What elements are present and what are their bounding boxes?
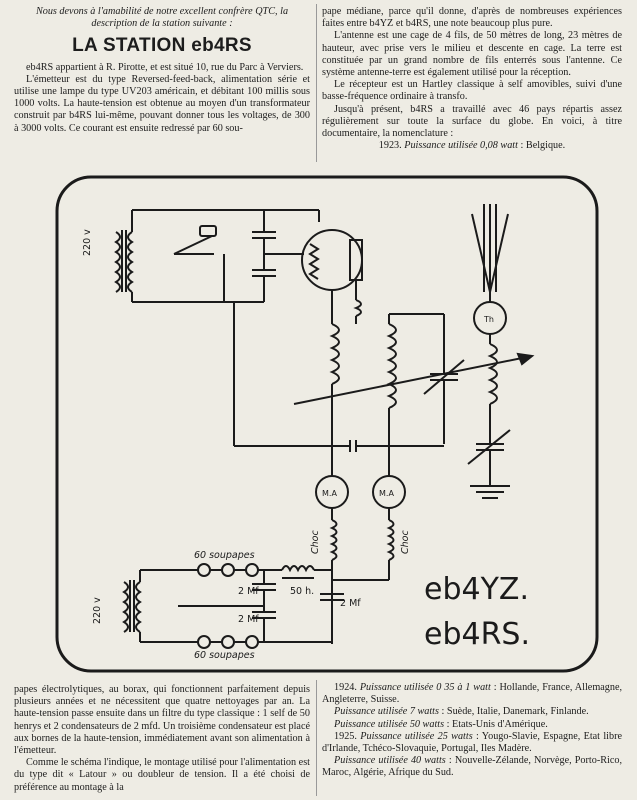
bottom-left-column xyxy=(14,684,310,794)
paragraph-location: eb4RS appartient à R. Pirotte, et est situé 10, rue du Parc à Verviers. xyxy=(26,61,304,73)
choke-coil-1 xyxy=(332,520,337,560)
ht-transformer-primary xyxy=(124,582,128,632)
mains-bottom-label: 220 v xyxy=(92,597,103,624)
callsign-eb4yz: eb4YZ. xyxy=(424,572,529,607)
year-1923-label: 1923. xyxy=(378,140,402,152)
bottom-right-column xyxy=(322,682,622,780)
column-rule-top xyxy=(316,4,317,162)
left-column xyxy=(14,6,310,135)
paragraph-countries: Jusqu'à présent, b4RS a travaillé avec 46 pays répartis assez régulièrement sur toute la surface du globe. En voici, à titre documentaire, la nomenclature : xyxy=(322,103,622,140)
cap-label-2: 2 Mf xyxy=(238,614,259,625)
paragraph-continuation: pape médiane, parce qu'il donne, d'après de nombreuses expériences faites entre b4YZ et b4RS, une note beaucoup plus pure. xyxy=(322,6,622,30)
choc-label-1: Choc xyxy=(310,530,321,554)
filter-choke xyxy=(282,566,314,570)
paragraph-latour: Comme le schéma l'indique, le montage utilisé pour l'alimentation est du type dit « Latour » ou doubleur de tension. Il a été choisi de préférence au montage à la xyxy=(14,757,310,793)
country-list-item: 1924. Puissance utilisée 0 35 à 1 watt : Hollande, France, Allemagne, Angleterre, Suisse. xyxy=(322,682,623,706)
intro-text: Nous devons à l'amabilité de notre excellent confrère QTC, la description de la station suivante : xyxy=(35,6,289,30)
meter-label-2: M.A xyxy=(379,489,394,498)
oscillator-coil xyxy=(332,324,339,384)
year-1923-countries: : Belgique. xyxy=(520,140,566,152)
country-list-item: 1925. Puissance utilisée 25 watts : Yougo-Slavie, Espagne, Etat libre d'Irlande, Tchéco-Slovaquie, Portugal, Iles Madère. xyxy=(322,730,623,755)
mains-top-label: 220 v xyxy=(82,229,93,256)
paragraph-transmitter: L'émetteur est du type Reversed-feed-back, alimentation série et utilise une lampe du type UV203 américain, et débitant 100 millis sous 1000 volts. La haute-tension est obtenue au moyen d'un transformateur construit par b4RS lui-même, pouvant donner tous les voltages, de 300 à 3000 volts. Ce courant est ensuite redressé par 60 sou- xyxy=(14,73,310,134)
right-column xyxy=(322,6,622,152)
mains-primary-coil xyxy=(116,232,120,292)
paragraph-rectifiers: papes électrolytiques, au borax, qui fonctionnent parfaitement depuis plusieurs années et ne nécessitent que quatre nettoyages par an. La haute-tension passe ensuite dans un filtre du type classique : 1 self de 50 henrys et 2 condensateurs de 2 mfd. Un troisième condensateur est placé aux bornes de la haute-tension, immédiatement avant son alimentation à l'émetteur. xyxy=(14,684,310,757)
paragraph-receiver: Le récepteur est un Hartley classique à self amovibles, suivi d'une basse-fréquence ordinaire à transfo. xyxy=(322,79,622,103)
year-1923-power: Puissance utilisée 0,08 watt xyxy=(404,140,518,152)
article-title: LA STATION eb4RS xyxy=(72,35,252,57)
tank-coil xyxy=(389,324,396,408)
cap-label-1: 2 Mf xyxy=(238,586,259,597)
meter-label-th: Th xyxy=(484,315,494,324)
valves-label-top: 60 soupapes xyxy=(194,550,255,561)
callsign-eb4rs: eb4RS. xyxy=(424,617,531,652)
choke-coil-2 xyxy=(389,520,394,560)
meter-label-1: M.A xyxy=(322,489,337,498)
choc-label-2: Choc xyxy=(400,530,411,554)
valve-plate xyxy=(350,240,362,280)
country-list-item: Puissance utilisée 7 watts : Suède, Italie, Danemark, Finlande. xyxy=(334,706,589,718)
country-list-item: Puissance utilisée 50 watts : Etats-Unis d'Amérique. xyxy=(334,718,548,730)
year-1923-line xyxy=(322,140,622,152)
paragraph-antenna: L'antenne est une cage de 4 fils, de 50 mètres de long, 23 mètres de hauteur, avec prise vers le milieu et descente en cage. La terre est constituée par un grand nombre de fils enterrés sous l'antenne. Ce système antenne-terre est également utilisé pour la réception. xyxy=(322,30,622,79)
country-list-item: Puissance utilisée 40 watts : Nouvelle-Zélande, Norvège, Porto-Rico, Maroc, Algérie, Afrique du Sud. xyxy=(322,755,622,779)
circuit-diagram xyxy=(54,174,600,674)
choke-value-label: 50 h. xyxy=(290,586,315,597)
antenna-coil xyxy=(490,344,497,404)
cap-label-3: 2 Mf xyxy=(340,598,361,609)
column-rule-bottom xyxy=(316,680,317,796)
valves-label-bottom: 60 soupapes xyxy=(194,650,255,661)
